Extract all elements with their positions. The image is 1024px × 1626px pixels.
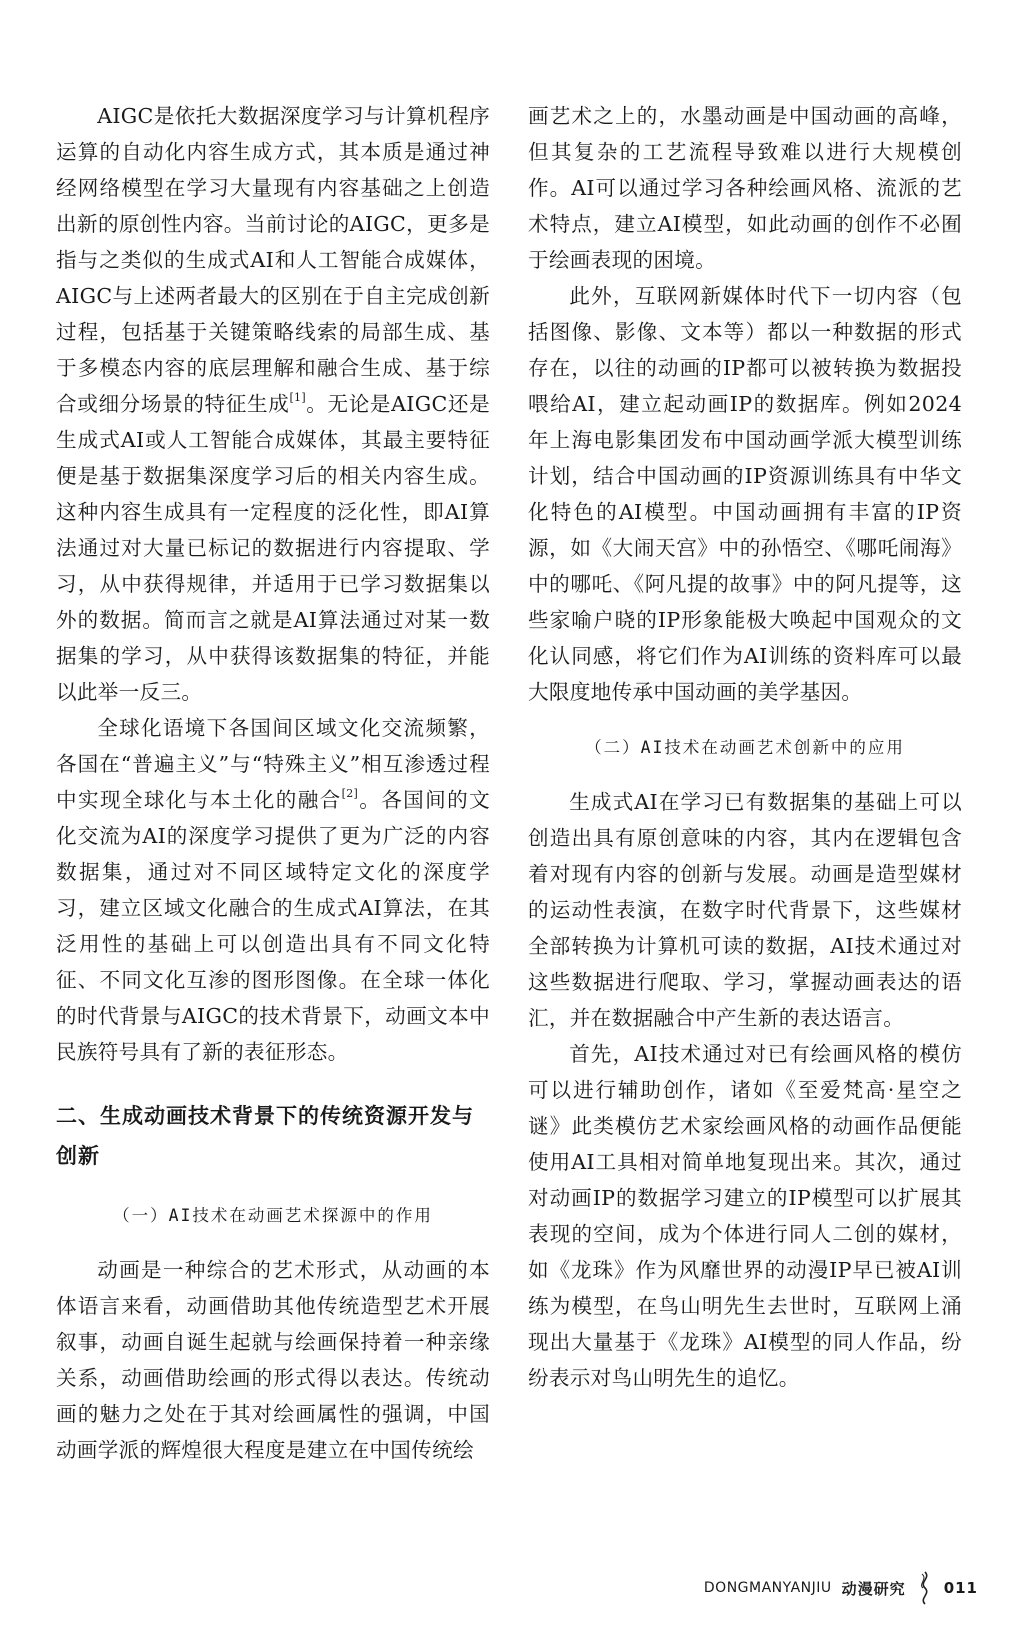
paragraph-text: AIGC是依托大数据深度学习与计算机程序运算的自动化内容生成方式，其本质是通过神经网络模型在学习大量现有内容基础之上创造出新的原创性内容。当前讨论的AIGC，更多是指与之类似的生成式AI和人工智能合成媒体，AIGC与上述两者最大的区别在于自主完成创新过程，包括基于关键策略线索的局部生成、基于多模态内容的底层理解和融合生成、基于综合或细分场景的特征生成 bbox=[56, 104, 490, 416]
paragraph-generative-ai: 生成式AI在学习已有数据集的基础上可以创造出具有原创意味的内容，其内在逻辑包含着对现有内容的创新与发展。动画是造型媒材的运动性表演，在数字时代背景下，这些媒材全部转换为计算机可读的数据，AI技术通过对这些数据进行爬取、学习，掌握动画表达的语汇，并在数据融合中产生新的表达语言。 bbox=[528, 790, 962, 1030]
left-column bbox=[56, 98, 490, 1468]
swirl-ornament-icon bbox=[916, 1570, 934, 1606]
subsection-heading-1: （一）AI技术在动画艺术探源中的作用 bbox=[113, 1206, 433, 1225]
paragraph-aigc-definition bbox=[56, 98, 490, 710]
paragraph-text: 全球化语境下各国间区域文化交流频繁，各国在“普遍主义”与“特殊主义”相互渗透过程中实现全球化与本土化的融合 bbox=[56, 716, 490, 812]
page-footer bbox=[704, 1568, 978, 1608]
paragraph-animation-art: 动画是一种综合的艺术形式，从动画的本体语言来看，动画借助其他传统造型艺术开展叙事，动画自诞生起就与绘画保持着一种亲缘关系，动画借助绘画的形式得以表达。传统动画的魅力之处在于其对绘画属性的强调，中国动画学派的辉煌很大程度是建立在中国传统绘 bbox=[56, 1258, 490, 1462]
citation-ref-2[interactable]: [2] bbox=[341, 787, 359, 800]
right-column bbox=[528, 98, 962, 1396]
paragraph-globalization bbox=[56, 710, 490, 1070]
paragraph-style-imitation: 首先，AI技术通过对已有绘画风格的模仿可以进行辅助创作，诸如《至爱梵高·星空之谜》此类模仿艺术家绘画风格的动画作品便能使用AI工具相对简单地复现出来。其次，通过对动画IP的数据学习建立的IP模型可以扩展其表现的空间，成为个体进行同人二创的媒材，如《龙珠》作为风靡世界的动漫IP早已被AI训练为模型，在鸟山明先生去世时，互联网上涌现出大量基于《龙珠》AI模型的同人作品，纷纷表示对鸟山明先生的追忆。 bbox=[528, 1042, 962, 1390]
section-heading: 二、生成动画技术背景下的传统资源开发与创新 bbox=[56, 1104, 474, 1168]
journal-name-pinyin: DONGMANYANJIU bbox=[703, 1580, 832, 1596]
paragraph-ip-database: 此外，互联网新媒体时代下一切内容（包括图像、影像、文本等）都以一种数据的形式存在，以往的动画的IP都可以被转换为数据投喂给AI，建立起动画IP的数据库。例如2024年上海电影集团发布中国动画学派大模型训练计划，结合中国动画的IP资源训练具有中华文化特色的AI模型。中国动画拥有丰富的IP资源，如《大闹天宫》中的孙悟空、《哪吒闹海》中的哪吒、《阿凡提的故事》中的阿凡提等，这些家喻户晓的IP形象能极大唤起中国观众的文化认同感，将它们作为AI训练的资料库可以最大限度地传承中国动画的美学基因。 bbox=[528, 284, 962, 704]
paragraph-text: 。无论是AIGC还是生成式AI或人工智能合成媒体，其最主要特征便是基于数据集深度学习后的相关内容生成。这种内容生成具有一定程度的泛化性，即AI算法通过对大量已标记的数据进行内容提取、学习，从中获得规律，并适用于已学习数据集以外的数据。简而言之就是AI算法通过对某一数据集的学习，从中获得该数据集的特征，并能以此举一反三。 bbox=[56, 392, 490, 704]
paragraph-text: 。各国间的文化交流为AI的深度学习提供了更为广泛的内容数据集，通过对不同区域特定文化的深度学习，建立区域文化融合的生成式AI算法，在其泛用性的基础上可以创造出具有不同文化特征、不同文化互渗的图形图像。在全球一体化的时代背景与AIGC的技术背景下，动画文本中民族符号具有了新的表征形态。 bbox=[56, 788, 490, 1064]
citation-ref-1[interactable]: [1] bbox=[289, 391, 306, 404]
journal-name-chinese: 动漫研究 bbox=[841, 1579, 906, 1598]
paragraph-continuation: 画艺术之上的，水墨动画是中国动画的高峰，但其复杂的工艺流程导致难以进行大规模创作。AI可以通过学习各种绘画风格、流派的艺术特点，建立AI模型，如此动画的创作不必囿于绘画表现的困境。 bbox=[528, 104, 962, 272]
subsection-heading-2: （二）AI技术在动画艺术创新中的应用 bbox=[585, 738, 905, 757]
page-number: 011 bbox=[943, 1579, 978, 1597]
